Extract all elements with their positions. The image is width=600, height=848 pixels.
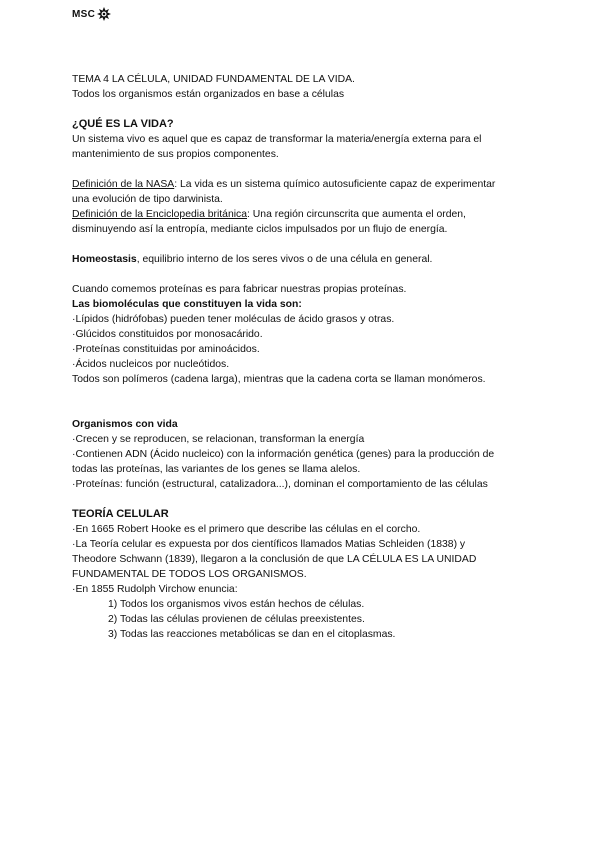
britannica-definition <box>72 207 542 222</box>
list-item: ·Proteínas constituidas por aminoácidos. <box>72 344 260 355</box>
britannica-text: : Una región circunscrita que aumenta el orden, <box>247 209 466 220</box>
britannica-definition-cont: disminuyendo así la entropía, mediante ciclos impulsados por un flujo de energía. <box>72 224 448 235</box>
doc-title: TEMA 4 LA CÉLULA, UNIDAD FUNDAMENTAL DE LA VIDA. <box>72 74 355 85</box>
list-item: ·Ácidos nucleicos por nucleótidos. <box>72 359 230 370</box>
biomolecules-heading: Las biomoléculas que constituyen la vida son: <box>72 299 302 310</box>
polymers-line: Todos son polímeros (cadena larga), mientras que la cadena corta se llaman monómeros. <box>72 374 486 385</box>
list-item: ·La Teoría celular es expuesta por dos científicos llamados Matias Schleiden (1838) y <box>72 539 466 550</box>
britannica-label: Definición de la Enciclopedia británica <box>72 209 248 220</box>
list-item: ·En 1665 Robert Hooke es el primero que describe las células en el corcho. <box>72 524 421 535</box>
nasa-text: : La vida es un sistema químico autosuficiente capaz de experimentar <box>174 179 496 190</box>
definition-text: Un sistema vivo es aquel que es capaz de transformar la materia/energía externa para el <box>72 134 482 145</box>
logo-text: MSC <box>72 8 96 20</box>
homeostasis-line <box>72 252 542 267</box>
list-item: ·Glúcidos constituidos por monosacárido. <box>72 329 263 340</box>
cell-theory-heading: TEORÍA CELULAR <box>72 508 169 520</box>
list-item-cont: Theodore Schwann (1839), llegaron a la conclusión de que LA CÉLULA ES LA UNIDAD <box>72 554 477 565</box>
document-body <box>72 72 542 642</box>
numbered-item: 2) Todas las células provienen de células preexistentes. <box>108 614 365 625</box>
list-item: ·En 1855 Rudolph Virchow enuncia: <box>72 584 238 595</box>
definition-text: mantenimiento de sus propios componentes. <box>72 149 279 160</box>
question-heading: ¿QUÉ ES LA VIDA? <box>72 118 174 130</box>
numbered-item: 3) Todas las reacciones metabólicas se dan en el citoplasmas. <box>108 629 396 640</box>
list-item: ·Lípidos (hidrófobas) pueden tener moléculas de ácido grasos y otras. <box>72 314 395 325</box>
nasa-label: Definición de la NASA <box>72 179 175 190</box>
nasa-definition <box>72 177 542 192</box>
organisms-heading: Organismos con vida <box>72 419 178 430</box>
homeostasis-label: Homeostasis <box>72 254 137 265</box>
proteins-line: Cuando comemos proteínas es para fabricar nuestras propias proteínas. <box>72 284 407 295</box>
list-item-cont: FUNDAMENTAL DE TODOS LOS ORGANISMOS. <box>72 569 307 580</box>
homeostasis-text: , equilibrio interno de los seres vivos o de una célula en general. <box>136 254 433 265</box>
list-item-cont: todas las proteínas, las variantes de los genes se llama alelos. <box>72 464 361 475</box>
doc-subtitle: Todos los organismos están organizados en base a células <box>72 89 345 100</box>
list-item: ·Contienen ADN (Ácido nucleico) con la información genética (genes) para la producción de <box>72 449 495 460</box>
list-item: ·Proteínas: función (estructural, catalizadora...), dominan el comportamiento de las células <box>72 479 488 490</box>
msc-logo <box>72 7 111 21</box>
list-item: ·Crecen y se reproducen, se relacionan, transforman la energía <box>72 434 365 445</box>
numbered-item: 1) Todos los organismos vivos están hechos de células. <box>108 599 365 610</box>
sun-star-icon <box>97 7 111 21</box>
nasa-definition-cont: una evolución de tipo darwinista. <box>72 194 223 205</box>
